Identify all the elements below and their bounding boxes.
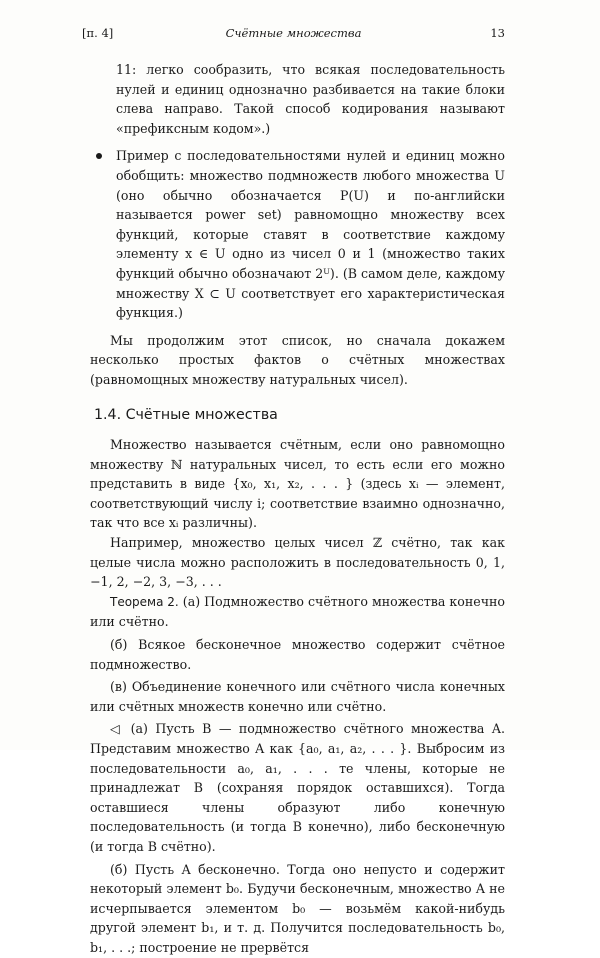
section-title: 1.4. Счётные множества [94,406,278,423]
bullet-icon [96,153,102,159]
proof-part-a: ◁ (а) Пусть B — подмножество счётного множества A. Представим множество A как {a₀, a₁, a₂, . . . }. Выбросим из последовательности a₀, a₁, . . . те члены, которые не принадлежат B (сохраняя порядок оставшихся). Тогда оставшиеся члены образуют либо конечную последовательность (и тогда B конечно), либо бесконечную (и тогда B счётно). [90,721,505,854]
bullet-text: Пример с последовательностями нулей и единиц можно обобщить: множество подмножеств любого множества U (оно обычно обозначается P(U) и по-английски называется power set) равномощно множеству всех функций, которые ставят в соответствие каждому элементу x ∈ U одно из чисел 0 и 1 (множество таких функций обычно обозначают 2ᵁ). (В самом деле, каждому множеству X ⊂ U соответствует его характеристическая функция.) [116,148,505,321]
paragraph-continue-list: Мы продолжим этот список, но сначала докажем несколько простых фактов о счётных множествах (равномощных множеству натуральных чисел). [90,332,505,387]
section-reference: [п. 4] [82,26,114,40]
paragraph-definition: Множество называется счётным, если оно равномощно множеству ℕ натуральных чисел, то есть если его можно представить в виде {x₀, x₁, x₂, . . . } (здесь xᵢ — элемент, соответствующий числу i; соответствие взаимно однозначно, так что все xᵢ различны). [90,437,505,531]
theorem-a-text: (а) Подмножество счётного множества конечно или счётно. [90,593,505,630]
running-title: Счётные множества [225,26,362,40]
bullet-item-power-set [90,146,505,322]
theorem-statement-c: (в) Объединение конечного или счётного числа конечных или счётных множеств конечно или счётно. [90,679,505,714]
paragraph-prefix-code: 11: легко сообразить, что всякая последовательность нулей и единиц однозначно разбивается на такие блоки слева направо. Такой способ кодирования называют «префиксным кодом».) [116,62,505,136]
running-header [82,26,505,42]
paragraph-example-integers: Например, множество целых чисел ℤ счётно, так как целые числа можно расположить в последовательность 0, 1, −1, 2, −2, 3, −3, . . . [90,535,505,590]
theorem-label: Теорема 2. [110,594,179,609]
proof-part-b: (б) Пусть A бесконечно. Тогда оно непусто и содержит некоторый элемент b₀. Будучи бесконечным, множество A не исчерпывается элементом b₀ — возьмём какой-нибудь другой элемент b₁, и т. д. Получится последовательность b₀, b₁, . . .; построение не прервётся [90,861,505,955]
theorem-statement-b: (б) Всякое бесконечное множество содержит счётное подмножество. [90,637,505,672]
theorem-statement-a [90,592,505,632]
page-body [90,60,505,958]
page-number: 13 [490,26,505,40]
